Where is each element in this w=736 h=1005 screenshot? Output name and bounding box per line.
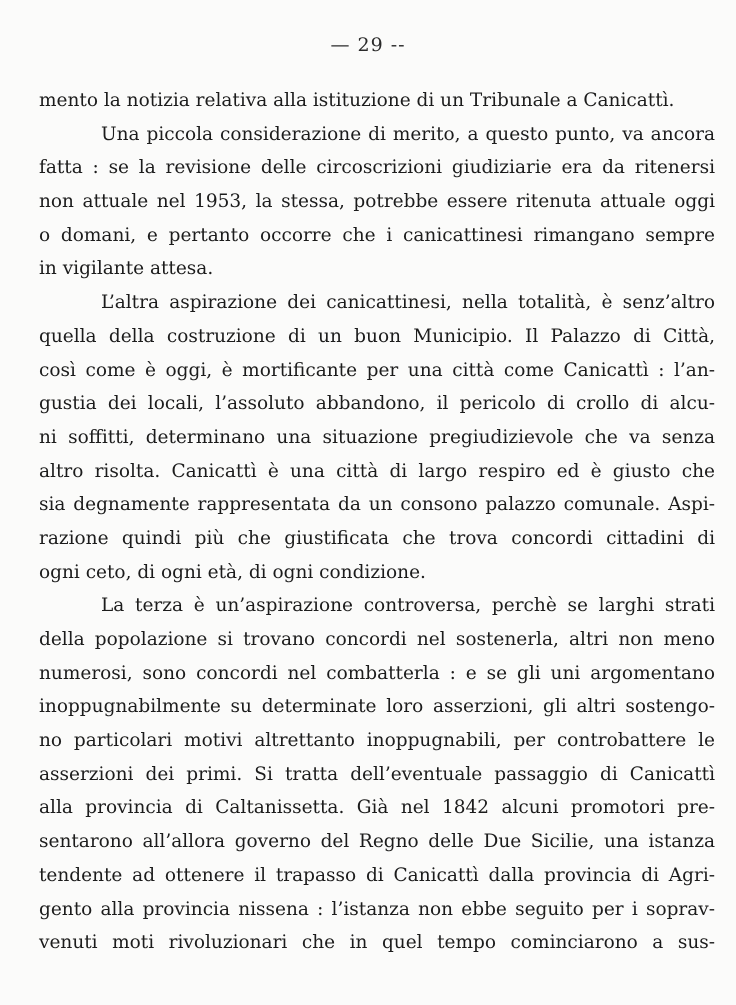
text-line: L’altra aspirazione dei canicattinesi, nella totalità, è senz’altro — [101, 292, 715, 314]
text-line: in vigilante attesa. — [39, 258, 214, 280]
text-line: sia degnamente rappresentata da un consono palazzo comunale. Aspi- — [39, 494, 715, 516]
text-line: gento alla provincia nissena : l’istanza non ebbe seguito per i soprav- — [39, 898, 715, 920]
text-line: inoppugnabilmente su determinate loro asserzioni, gli altri sostengo- — [39, 696, 715, 718]
text-line: della popolazione si trovano concordi nel sostenerla, altri non meno — [39, 629, 715, 650]
text-line: così come è oggi, è mortificante per una città come Canicattì : l’an- — [39, 359, 715, 381]
text-line: mento la notizia relativa alla istituzione di un Tribunale a Canicattì. — [39, 90, 675, 111]
text-line: Una piccola considerazione di merito, a questo punto, va ancora — [101, 123, 715, 145]
text-line: tendente ad ottenere il trapasso di Canicattì dalla provincia di Agri- — [39, 864, 715, 886]
text-line: sentarono all’allora governo del Regno delle Due Sicilie, una istanza — [39, 831, 715, 853]
text-line: gustia dei locali, l’assoluto abbandono, il pericolo di crollo di alcu- — [39, 393, 715, 415]
text-line: quella della costruzione di un buon Municipio. Il Palazzo di Città, — [39, 325, 715, 347]
text-line: fatta : se la revisione delle circoscrizioni giudiziarie era da ritenersi — [39, 157, 715, 179]
text-line: La terza è un’aspirazione controversa, perchè se larghi strati — [101, 595, 715, 617]
text-line: alla provincia di Caltanissetta. Già nel 1842 alcuni promotori pre- — [39, 797, 715, 819]
body-text — [39, 84, 715, 960]
text-line: non attuale nel 1953, la stessa, potrebbe essere ritenuta attuale oggi — [39, 191, 715, 213]
text-line: razione quindi più che giustificata che trova concordi cittadini di — [39, 527, 715, 549]
text-line: altro risolta. Canicattì è una città di largo respiro ed è giusto che — [39, 460, 715, 482]
text-line: venuti moti rivoluzionari che in quel tempo cominciarono a sus- — [39, 932, 715, 954]
text-line: ogni ceto, di ogni età, di ogni condizione. — [39, 561, 426, 583]
text-line: asserzioni dei primi. Si tratta dell’eventuale passaggio di Canicattì — [39, 763, 715, 785]
page-number: — 29 -- — [330, 34, 406, 56]
text-line: numerosi, sono concordi nel combatterla : e se gli uni argomentano — [39, 662, 715, 684]
text-line: no particolari motivi altrettanto inoppugnabili, per controbattere le — [39, 730, 715, 752]
text-line: o domani, e pertanto occorre che i canicattinesi rimangano sempre — [39, 224, 715, 246]
text-line: ni soffitti, determinano una situazione pregiudizievole che va senza — [39, 426, 715, 448]
